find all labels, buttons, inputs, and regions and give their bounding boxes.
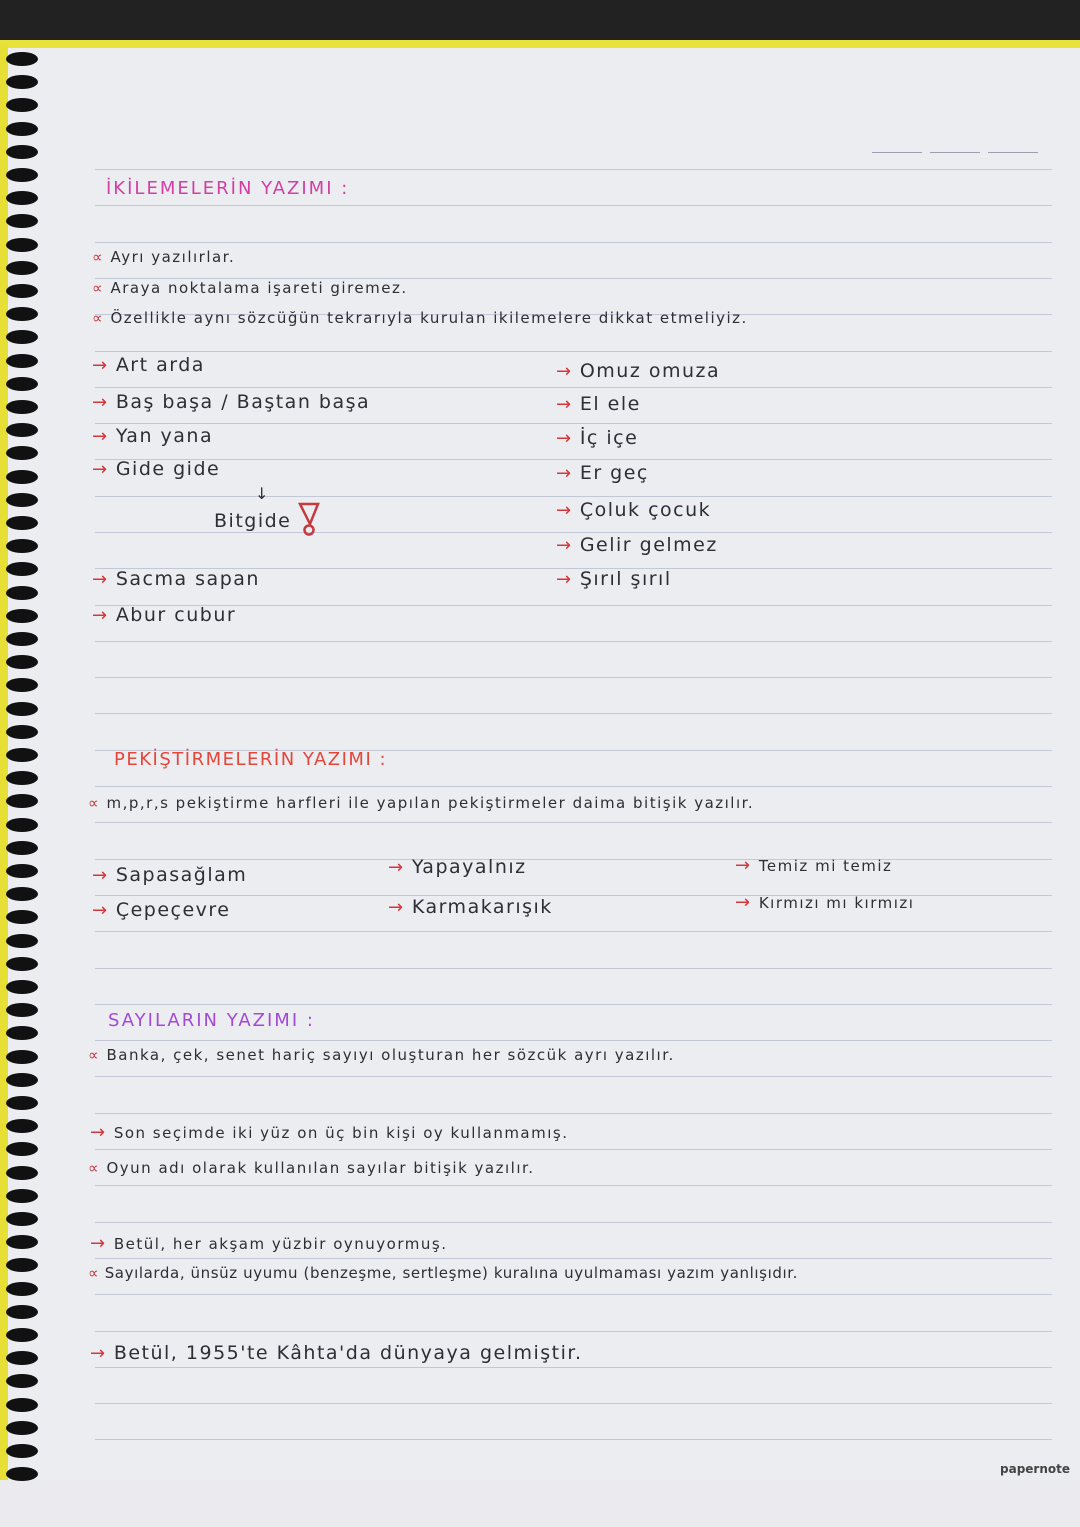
example-left: → Baş başa / Baştan başa [92, 391, 371, 413]
example-right: → Omuz omuza [556, 360, 721, 382]
spiral-ring [6, 400, 38, 414]
spiral-ring [6, 168, 38, 182]
spiral-ring [6, 1189, 38, 1203]
spiral-ring [6, 562, 38, 576]
spiral-ring [6, 794, 38, 808]
ruled-line [95, 1331, 1052, 1332]
ruled-line [95, 1258, 1052, 1259]
spiral-ring [6, 75, 38, 89]
ruled-line [95, 1367, 1052, 1368]
ruled-line [95, 713, 1052, 714]
spiral-ring [6, 516, 38, 530]
ruled-line [95, 1439, 1052, 1440]
spiral-ring [6, 1328, 38, 1342]
ruled-line [95, 786, 1052, 787]
spiral-ring [6, 238, 38, 252]
example-col2: → Karmakarışık [388, 896, 553, 918]
ruled-line [95, 1113, 1052, 1114]
brand-logo: papernote [1000, 1462, 1070, 1476]
spiral-ring [6, 1235, 38, 1249]
ruled-line [95, 968, 1052, 969]
spiral-ring [6, 1258, 38, 1272]
spiral-ring [6, 771, 38, 785]
example-left: → Abur cubur [92, 604, 237, 626]
spiral-ring [6, 122, 38, 136]
rule-item: ∝ Özellikle aynı sözcüğün tekrarıyla kurulan ikilemelere dikkat etmeliyiz. [92, 309, 748, 327]
rule-item: ∝ m,p,r,s pekiştirme harfleri ile yapılan pekiştirmeler daima bitişik yazılır. [88, 794, 755, 812]
spiral-ring [6, 1142, 38, 1156]
example-left: → Sacma sapan [92, 568, 260, 590]
derived-word: Bitgide [214, 510, 292, 532]
spiral-ring [6, 934, 38, 948]
spiral-ring [6, 1374, 38, 1388]
rule-item: ∝ Banka, çek, senet hariç sayıyı oluşturan her sözcük ayrı yazılır. [88, 1046, 675, 1064]
spiral-ring [6, 539, 38, 553]
spiral-ring [6, 1421, 38, 1435]
section-title-sayilar: SAYILARIN YAZIMI : [108, 1010, 315, 1031]
spiral-ring [6, 678, 38, 692]
ruled-line [95, 1040, 1052, 1041]
spiral-ring [6, 330, 38, 344]
spiral-ring [6, 1026, 38, 1040]
ruled-line [95, 1004, 1052, 1005]
spiral-ring [6, 1166, 38, 1180]
spiral-ring [6, 841, 38, 855]
spiral-ring [6, 1212, 38, 1226]
ruled-line [95, 641, 1052, 642]
spiral-ring [6, 818, 38, 832]
ruled-line [95, 169, 1052, 170]
example-sentence: → Son seçimde iki yüz on üç bin kişi oy kullanmamış. [90, 1122, 569, 1143]
spiral-ring [6, 1398, 38, 1412]
date-line-1 [872, 152, 922, 153]
ruled-line [95, 1149, 1052, 1150]
spiral-ring [6, 632, 38, 646]
ruled-line [95, 822, 1052, 823]
example-sentence: → Betül, her akşam yüzbir oynuyormuş. [90, 1233, 448, 1254]
paper-edge-yellow [0, 40, 1080, 48]
spiral-ring [6, 493, 38, 507]
example-right: → Er geç [556, 462, 649, 484]
example-col1: → Sapasağlam [92, 864, 248, 886]
spiral-ring [6, 1467, 38, 1481]
spiral-ring [6, 980, 38, 994]
ruled-line [95, 242, 1052, 243]
spiral-ring [6, 52, 38, 66]
section-title-pekistirme: PEKİŞTİRMELERİN YAZIMI : [114, 749, 388, 770]
ruled-line [95, 532, 1052, 533]
spiral-ring [6, 1096, 38, 1110]
ruled-line [95, 1222, 1052, 1223]
spiral-ring [6, 470, 38, 484]
ruled-line [95, 1185, 1052, 1186]
ruled-line [95, 1403, 1052, 1404]
ruled-line [95, 1076, 1052, 1077]
spiral-ring [6, 655, 38, 669]
example-col3: → Kırmızı mı kırmızı [735, 892, 915, 913]
ruled-line [95, 931, 1052, 932]
date-line-3 [988, 152, 1038, 153]
ruled-line [95, 859, 1052, 860]
example-right: → Şırıl şırıl [556, 568, 672, 590]
example-col3: → Temiz mi temiz [735, 855, 893, 876]
spiral-ring [6, 1282, 38, 1296]
spiral-ring [6, 1073, 38, 1087]
ruled-line [95, 1294, 1052, 1295]
section-title-ikileme: İKİLEMELERİN YAZIMI : [106, 178, 350, 199]
spiral-ring [6, 748, 38, 762]
spiral-ring [6, 307, 38, 321]
spiral-ring [6, 702, 38, 716]
rule-item: ∝ Ayrı yazılırlar. [92, 248, 236, 266]
ruled-line [95, 459, 1052, 460]
example-left: → Yan yana [92, 425, 214, 447]
spiral-ring [6, 354, 38, 368]
example-sentence: → Betül, 1955'te Kâhta'da dünyaya gelmiştir. [90, 1342, 583, 1364]
spiral-ring [6, 1351, 38, 1365]
example-right: → Çoluk çocuk [556, 499, 712, 521]
down-arrow: ↓ [255, 484, 270, 503]
spiral-ring [6, 864, 38, 878]
spiral-ring [6, 1050, 38, 1064]
example-col1: → Çepeçevre [92, 899, 231, 921]
ruled-line [95, 605, 1052, 606]
spiral-ring [6, 1119, 38, 1133]
example-right: → El ele [556, 393, 641, 415]
spiral-ring [6, 423, 38, 437]
spiral-ring [6, 1305, 38, 1319]
example-right: → Gelir gelmez [556, 534, 718, 556]
spiral-ring [6, 98, 38, 112]
spiral-ring [6, 910, 38, 924]
spiral-ring [6, 725, 38, 739]
warning-icon [296, 500, 322, 536]
background-bottom [0, 1480, 1080, 1527]
spiral-ring [6, 586, 38, 600]
example-left: → Art arda [92, 354, 205, 376]
example-right: → İç içe [556, 427, 639, 449]
spiral-ring [6, 1003, 38, 1017]
ruled-line [95, 351, 1052, 352]
spiral-ring [6, 191, 38, 205]
spiral-ring [6, 377, 38, 391]
date-line-2 [930, 152, 980, 153]
background-top [0, 0, 1080, 44]
ruled-line [95, 423, 1052, 424]
spiral-ring [6, 446, 38, 460]
ruled-line [95, 496, 1052, 497]
ruled-line [95, 677, 1052, 678]
rule-item: ∝ Sayılarda, ünsüz uyumu (benzeşme, sertleşme) kuralına uyulmaması yazım yanlışıdır. [88, 1264, 799, 1282]
rule-item: ∝ Araya noktalama işareti giremez. [92, 279, 408, 297]
spiral-ring [6, 145, 38, 159]
example-left: → Gide gide [92, 458, 221, 480]
rule-item: ∝ Oyun adı olarak kullanılan sayılar bitişik yazılır. [88, 1159, 535, 1177]
spiral-ring [6, 1444, 38, 1458]
spiral-ring [6, 887, 38, 901]
ruled-line [95, 387, 1052, 388]
example-col2: → Yapayalnız [388, 856, 527, 878]
spiral-ring [6, 957, 38, 971]
spiral-ring [6, 609, 38, 623]
spiral-ring [6, 284, 38, 298]
spiral-ring [6, 261, 38, 275]
ruled-line [95, 205, 1052, 206]
spiral-ring [6, 214, 38, 228]
